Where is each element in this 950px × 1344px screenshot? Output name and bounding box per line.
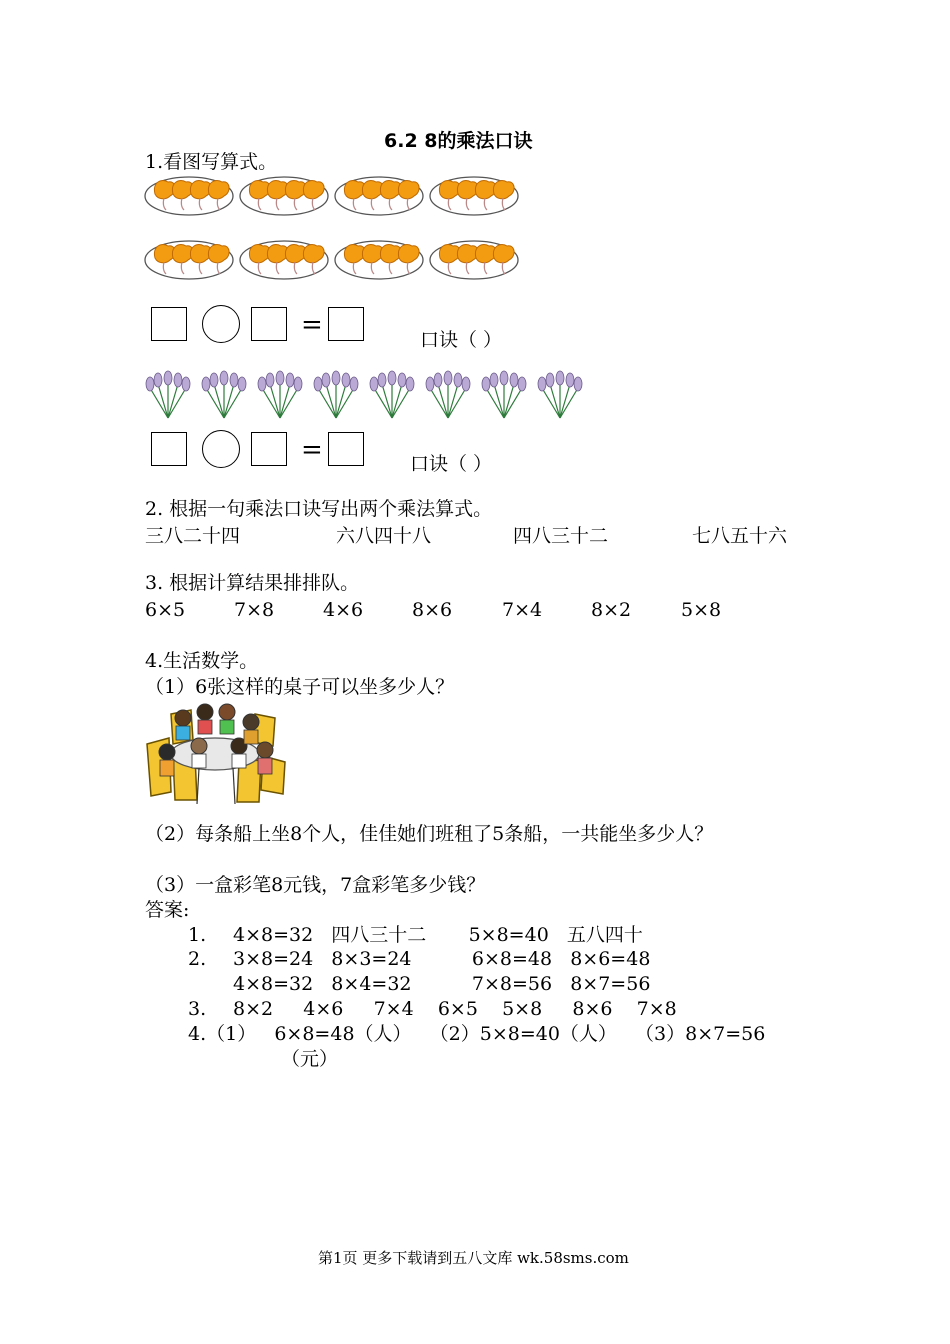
q4-part2: （2）每条船上坐8个人，佳佳她们班租了5条船，一共能坐多少人？ xyxy=(145,823,714,845)
q1-heading: 1.看图写算式。 xyxy=(145,151,278,173)
q4-heading: 4.生活数学。 xyxy=(145,650,259,672)
answer-4: 4.（1） 6×8=48（人） （2）5×8=40（人） （3）8×7=56 xyxy=(188,1023,766,1045)
q2-item: 七八五十六 xyxy=(692,525,788,547)
q3-item: 8×6 xyxy=(412,599,453,621)
answer-1: 4×8=32 四八三十二 5×8=40 五八四十 xyxy=(233,924,643,946)
operator-circle[interactable] xyxy=(202,305,240,343)
koujue-label: 口诀（ ） xyxy=(420,329,503,351)
answer-2a: 3×8=24 8×3=24 6×8=48 8×6=48 xyxy=(233,948,651,970)
answers-label: 答案: xyxy=(145,899,190,921)
answer-box[interactable] xyxy=(251,307,287,341)
answer-2b: 4×8=32 8×4=32 7×8=56 8×7=56 xyxy=(233,973,651,995)
flower-bunches-image xyxy=(140,370,600,422)
page-footer: 第1页 更多下载请到五八文库 wk.58sms.com xyxy=(318,1249,629,1267)
operator-circle[interactable] xyxy=(202,430,240,468)
answer-box[interactable] xyxy=(151,432,187,466)
q3-item: 7×8 xyxy=(234,599,275,621)
q3-item: 7×4 xyxy=(502,599,543,621)
q3-item: 5×8 xyxy=(681,599,722,621)
q3-item: 4×6 xyxy=(323,599,364,621)
page-title: 6.2 8的乘法口诀 xyxy=(384,130,533,152)
answer-number: 3. xyxy=(188,998,207,1020)
answer-3: 8×2 4×6 7×4 6×5 5×8 8×6 7×8 xyxy=(233,998,677,1020)
answer-number: 1. xyxy=(188,924,207,946)
q2-item: 三八二十四 xyxy=(145,525,241,547)
answer-box[interactable] xyxy=(328,307,364,341)
answer-box[interactable] xyxy=(328,432,364,466)
answer-box[interactable] xyxy=(151,307,187,341)
mushroom-groups-image xyxy=(140,172,530,282)
answer-number: 2. xyxy=(188,948,207,970)
q3-item: 8×2 xyxy=(591,599,632,621)
q3-item: 6×5 xyxy=(145,599,186,621)
q2-item: 四八三十二 xyxy=(513,525,609,547)
table-with-children-image xyxy=(143,700,288,806)
q3-heading: 3. 根据计算结果排排队。 xyxy=(145,572,360,594)
q2-item: 六八四十八 xyxy=(336,525,432,547)
q4-part3: （3）一盒彩笔8元钱，7盒彩笔多少钱？ xyxy=(145,874,486,896)
koujue-label: 口诀（ ） xyxy=(410,453,493,475)
q4-part1: （1）6张这样的桌子可以坐多少人？ xyxy=(145,676,455,698)
equals-sign: = xyxy=(301,435,323,465)
q2-heading: 2. 根据一句乘法口诀写出两个乘法算式。 xyxy=(145,498,493,520)
equals-sign: = xyxy=(301,310,323,340)
answer-box[interactable] xyxy=(251,432,287,466)
answer-4-unit: （元） xyxy=(281,1048,339,1070)
